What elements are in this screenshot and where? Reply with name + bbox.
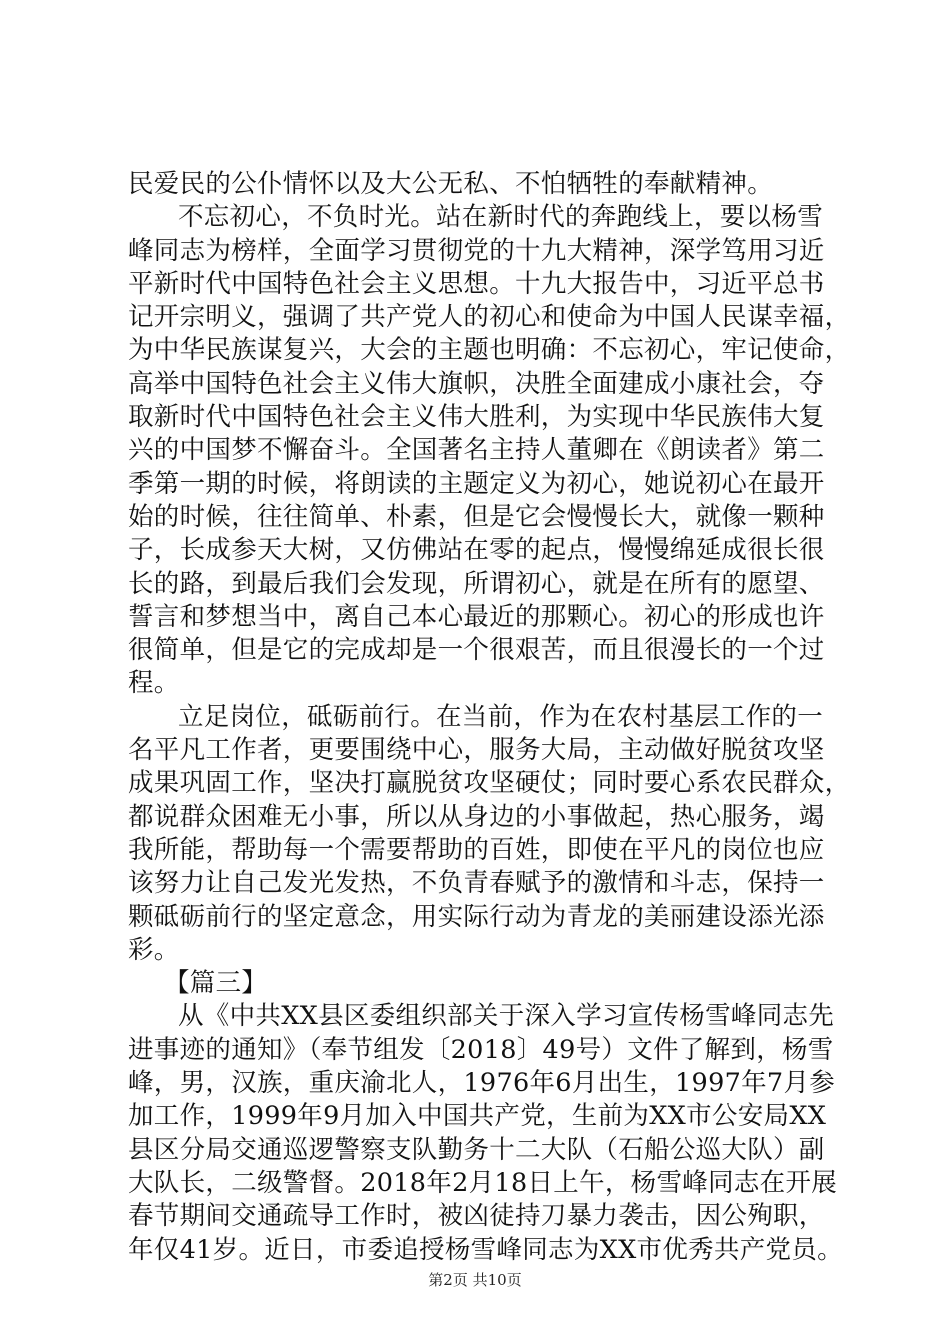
text-line: 为中华民族谋复兴，大会的主题也明确：不忘初心，牢记使命，	[128, 335, 851, 366]
text-line: 峰同志为榜样，全面学习贯彻党的十九大精神，深学笃用习近	[128, 235, 825, 266]
text-line: 长的路，到最后我们会发现，所谓初心，就是在所有的愿望、	[128, 568, 825, 599]
paragraph-start-line: 不忘初心，不负时光。站在新时代的奔跑线上，要以杨雪	[178, 202, 824, 233]
text-line: 高举中国特色社会主义伟大旗帜，决胜全面建成小康社会，夺	[128, 368, 825, 399]
text-line: 子，长成参天大树，又仿佛站在零的起点，慢慢绵延成很长很	[128, 535, 825, 566]
text-line: 记开宗明义，强调了共产党人的初心和使命为中国人民谋幸福，	[128, 302, 851, 333]
text-line: 成果巩固工作，坚决打赢脱贫攻坚硬仗；同时要心系农民群众，	[128, 768, 851, 799]
text-line: 大队长，二级警督。2018年2月18日上午，杨雪峰同志在开展	[128, 1167, 838, 1198]
text-line: 誓言和梦想当中，离自己本心最近的那颗心。初心的形成也许	[128, 601, 825, 632]
paragraph-start-line: 立足岗位，砥砺前行。在当前，作为在农村基层工作的一	[178, 701, 824, 732]
text-line: 始的时候，往往简单、朴素，但是它会慢慢长大，就像一颗种	[128, 501, 825, 532]
text-line: 加工作，1999年9月加入中国共产党，生前为XX市公安局XX	[128, 1101, 827, 1132]
text-line: 名平凡工作者，更要围绕中心，服务大局，主动做好脱贫攻坚	[128, 735, 825, 766]
text-line: 很简单，但是它的完成却是一个很艰苦，而且很漫长的一个过	[128, 635, 825, 666]
text-line: 平新时代中国特色社会主义思想。十九大报告中，习近平总书	[128, 268, 825, 299]
paragraph-start-line: 从《中共XX县区委组织部关于深入学习宣传杨雪峰同志先	[178, 1001, 835, 1032]
text-line: 县区分局交通巡逻警察支队勤务十二大队（石船公巡大队）副	[128, 1134, 825, 1165]
text-line: 程。	[128, 668, 180, 699]
text-line: 都说群众困难无小事，所以从身边的小事做起，热心服务，竭	[128, 801, 825, 832]
text-line: 进事迹的通知》（奉节组发〔2018〕49号）文件了解到，杨雪	[128, 1034, 834, 1065]
text-line: 我所能，帮助每一个需要帮助的百姓，即使在平凡的岗位也应	[128, 834, 825, 865]
text-line: 彩。	[128, 934, 180, 965]
text-line: 取新时代中国特色社会主义伟大胜利，为实现中华民族伟大复	[128, 402, 825, 433]
text-line: 春节期间交通疏导工作时，被凶徒持刀暴力袭击，因公殉职，	[128, 1201, 825, 1232]
body-text	[128, 168, 851, 1267]
text-line: 兴的中国梦不懈奋斗。全国著名主持人董卿在《朗读者》第二	[128, 435, 825, 466]
page-number-footer: 第2页 共10页	[428, 1271, 522, 1289]
text-line: 颗砥砺前行的坚定意念，用实际行动为青龙的美丽建设添光添	[128, 901, 825, 932]
section-heading: 【篇三】	[164, 968, 268, 999]
text-line: 峰，男，汉族，重庆渝北人，1976年6月出生，1997年7月参	[128, 1068, 836, 1099]
text-line: 年仅41岁。近日，市委追授杨雪峰同志为XX市优秀共产党员。	[128, 1234, 843, 1265]
text-line: 该努力让自己发光发热，不负青春赋予的激情和斗志，保持一	[128, 868, 825, 899]
text-line: 季第一期的时候，将朗读的主题定义为初心，她说初心在最开	[128, 468, 825, 499]
text-line: 民爱民的公仆情怀以及大公无私、不怕牺牲的奉献精神。	[128, 169, 774, 199]
